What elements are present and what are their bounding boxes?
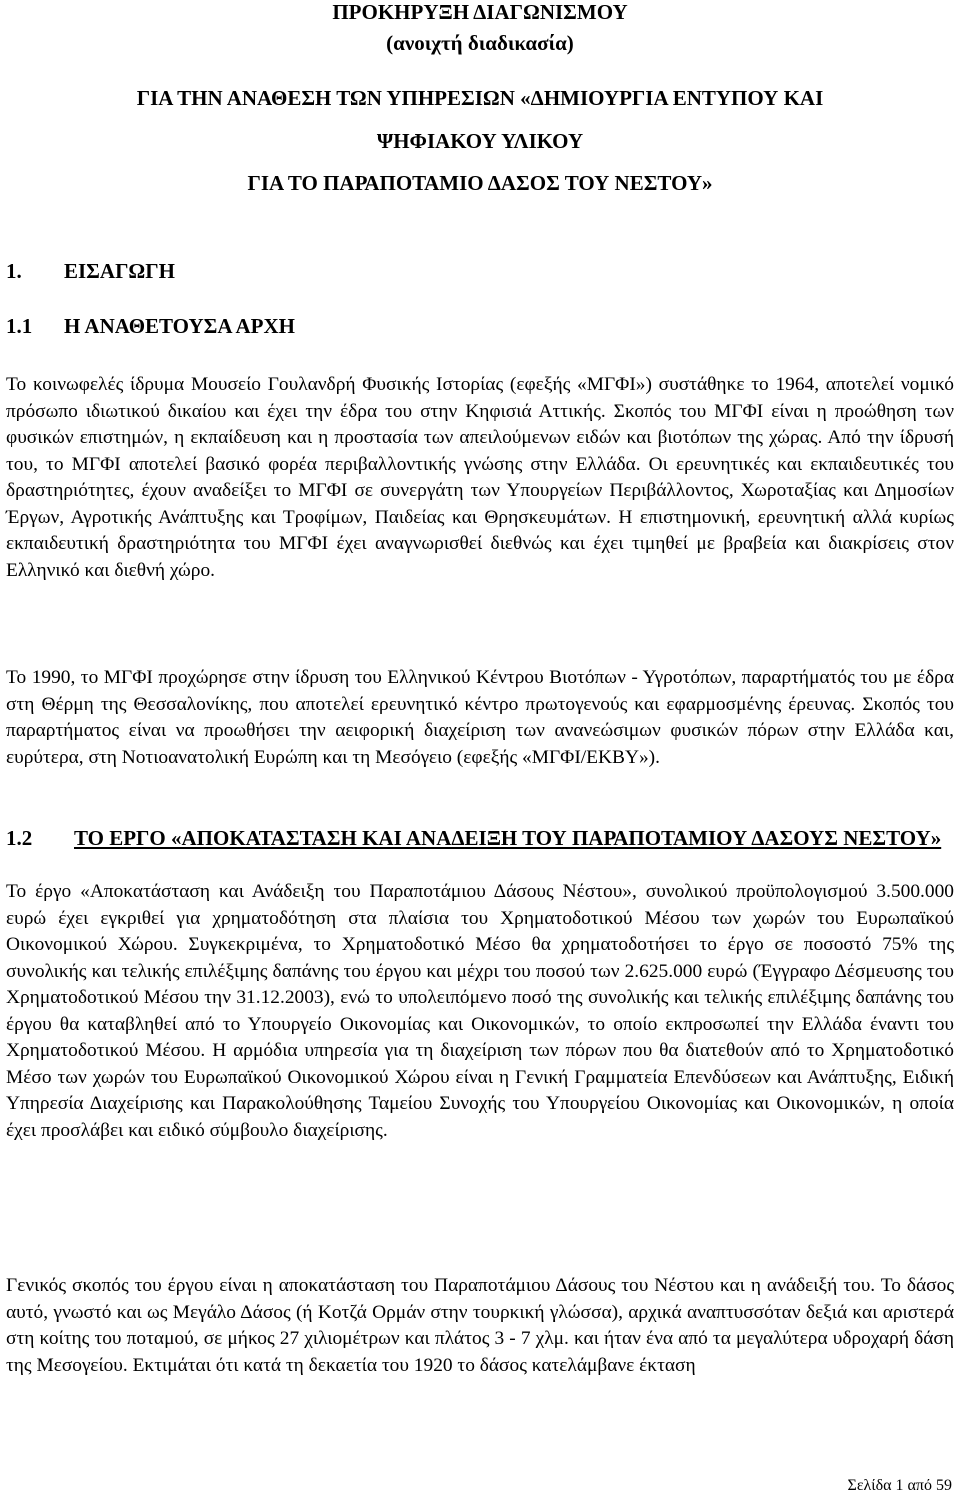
section-1-1-heading	[6, 314, 295, 339]
section-1-1-paragraph-1: Το κοινωφελές ίδρυμα Μουσείο Γουλανδρή Φυσικής Ιστορίας (εφεξής «ΜΓΦΙ») συστάθηκε το 1964, αποτελεί νομικό πρόσωπο ιδιωτικού δικαίου και έχει την έδρα του στην Κηφισιά Αττικής. Σκοπός του ΜΓΦΙ είναι η προώθηση των φυσικών επιστημών, η εκπαίδευση και η προστασία των απειλούμενων ειδών και βιοτόπων της χώρας. Από την ίδρυσή του, το ΜΓΦΙ αποτελεί βασικό φορέα περιβαλλοντικής γνώσης στην Ελλάδα. Οι ερευνητικές και εκπαιδευτικές του δραστηριότητες, έχουν αναδείξει το ΜΓΦΙ σε συνεργάτη των Υπουργείων Περιβάλλοντος, Χωροταξίας και Δημοσίων Έργων, Αγροτικής Ανάπτυξης και Τροφίμων, Παιδείας και Θρησκευμάτων. Η επιστημονική, ερευνητική αλλά κυρίως εκπαιδευτική δραστηριότητα του ΜΓΦΙ έχει αναγνωρισθεί διεθνώς και έχει τιμηθεί με βραβεία και διακρίσεις στον Ελληνικό και διεθνή χώρο.	[6, 374, 954, 581]
document-title-line-3: ΓΙΑ ΤΗΝ ΑΝΑΘΕΣΗ ΤΩΝ ΥΠΗΡΕΣΙΩΝ «ΔΗΜΙΟΥΡΓΙΑ ΕΝΤΥΠΟΥ ΚΑΙ	[136, 86, 824, 110]
section-1-2-number: 1.2	[6, 826, 33, 850]
section-1-1-title: Η ΑΝΑΘΕΤΟΥΣΑ ΑΡΧΗ	[64, 314, 295, 338]
section-1-title: ΕΙΣΑΓΩΓΗ	[64, 259, 175, 283]
section-1-2-heading	[6, 826, 941, 851]
section-1-2-paragraph-1: Το έργο «Αποκατάσταση και Ανάδειξη του Παραποτάμιου Δάσους Νέστου», συνολικού προϋπολογισμού 3.500.000 ευρώ έχει εγκριθεί για χρηματοδότηση στα πλαίσια του Χρηματοδοτικού Μέσου των χωρών του Ευρωπαϊκού Οικονομικού Χώρου. Συγκεκριμένα, το Χρηματοδοτικό Μέσο θα χρηματοδοτήσει το έργο σε ποσοστό 75% της συνολικής και τελικής επιλέξιμης δαπάνης του έργου και μέχρι του ποσού των 2.625.000 ευρώ (Έγγραφο Δέσμευσης του Χρηματοδοτικού Μέσου την 31.12.2003), ενώ το υπολειπόμενο ποσό της συνολικής και τελικής επιλέξιμης δαπάνης του έργου θα καταβληθεί από το Υπουργείο Οικονομίας και Οικονομικών, το οποίο εκπροσωπεί την Ελλάδα έναντι του Χρηματοδοτικού Μέσου. Η αρμόδια υπηρεσία για τη διαχείριση των πόρων που θα διατεθούν από το Χρηματοδοτικό Μέσο των χωρών του Ευρωπαϊκού Οικονομικού Χώρου είναι η Γενική Γραμματεία Επενδύσεων και Ανάπτυξης, Ειδική Υπηρεσία Διαχείρισης και Παρακολούθησης Ταμείου Συνοχής του Υπουργείου Οικονομίας και Οικονομικών, η οποία έχει προσλάβει και ειδικό σύμβουλο διαχείρισης.	[6, 881, 954, 1141]
page-number-footer: Σελίδα 1 από 59	[847, 1477, 952, 1494]
section-1-heading	[6, 259, 175, 284]
section-1-number: 1.	[6, 259, 22, 283]
section-1-1-number: 1.1	[6, 314, 33, 338]
section-1-2-title: ΤΟ ΕΡΓΟ «ΑΠΟΚΑΤΑΣΤΑΣΗ ΚΑΙ ΑΝΑΔΕΙΞΗ ΤΟΥ ΠΑΡΑΠΟΤΑΜΙΟΥ ΔΑΣΟΥΣ ΝΕΣΤΟΥ»	[74, 826, 942, 850]
document-title-line-4: ΨΗΦΙΑΚΟΥ ΥΛΙΚΟΥ	[376, 129, 584, 153]
section-1-1-paragraph-2: Το 1990, το ΜΓΦΙ προχώρησε στην ίδρυση του Ελληνικού Κέντρου Βιοτόπων - Υγροτόπων, παραρτήματός του με έδρα στη Θέρμη της Θεσσαλονίκης, που αποτελεί ερευνητικό κέντρο πρωτογενούς και εφαρμοσμένης έρευνας. Σκοπός του παραρτήματος είναι να προωθήσει την αειφορική διαχείριση των ανανεώσιμων φυσικών πόρων στην Ελλάδα και, ευρύτερα, στη Νοτιοανατολική Ευρώπη και τη Μεσόγειο (εφεξής «ΜΓΦΙ/ΕΚΒΥ»).	[6, 667, 954, 768]
document-subtitle: (ανοιχτή διαδικασία)	[386, 31, 574, 55]
section-1-2-paragraph-2: Γενικός σκοπός του έργου είναι η αποκατάσταση του Παραποτάμιου Δάσους του Νέστου και η ανάδειξή του. Το δάσος αυτό, γνωστό και ως Μεγάλο Δάσος (ή Κοτζά Ορμάν στην τουρκική γλώσσα), αρχικά αναπτυσσόταν δεξιά και αριστερά στη κοίτης του ποταμού, σε μήκος 27 χιλιομέτρων και πλάτος 3 - 7 χλμ. και ήταν ένα από τα μεγαλύτερα υδροχαρή δάση της Μεσογείου. Εκτιμάται ότι κατά τη δεκαετία του 1920 το δάσος κατελάμβανε έκταση	[6, 1275, 954, 1376]
document-title: ΠΡΟΚΗΡΥΞΗ ΔΙΑΓΩΝΙΣΜΟΥ	[332, 0, 628, 24]
document-title-line-5: ΓΙΑ ΤΟ ΠΑΡΑΠΟΤΑΜΙΟ ΔΑΣΟΣ ΤΟΥ ΝΕΣΤΟΥ»	[247, 171, 713, 195]
